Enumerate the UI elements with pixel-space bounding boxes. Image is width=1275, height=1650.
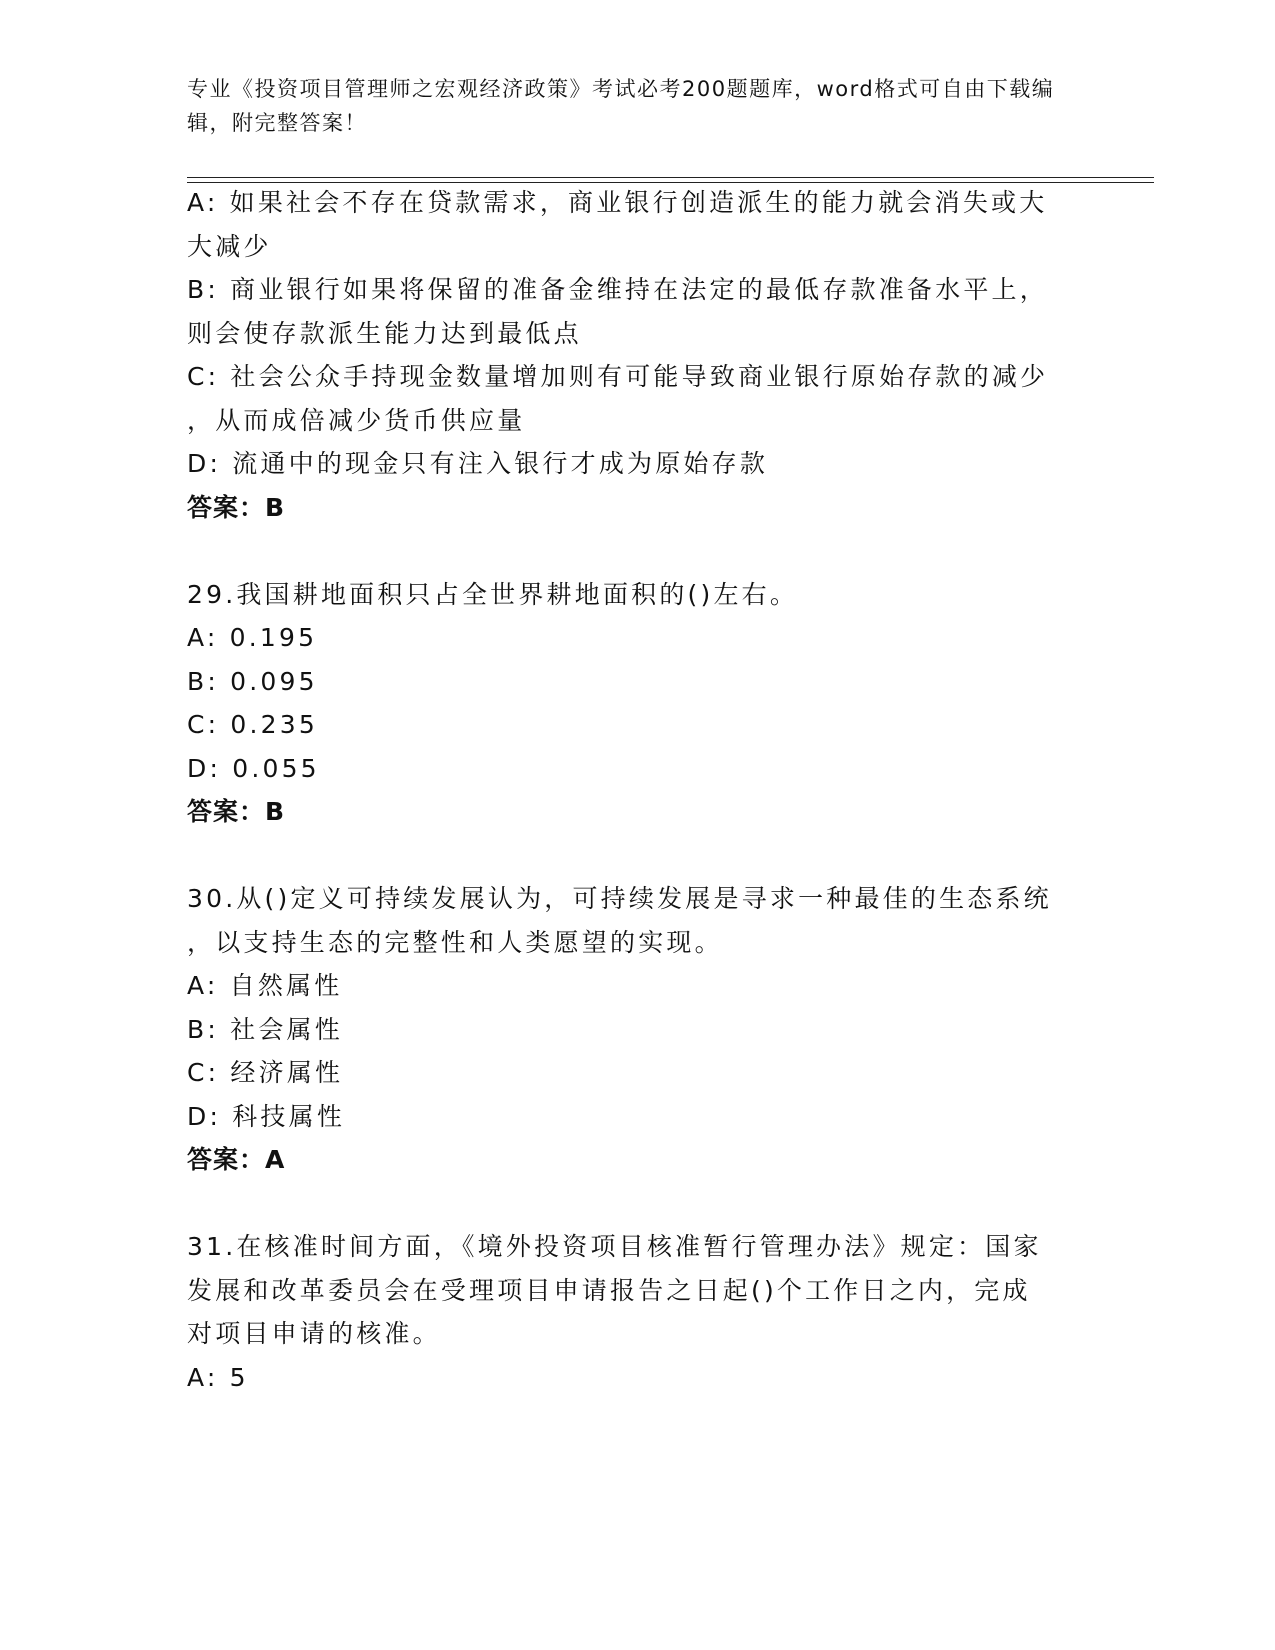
q31-question-line1: 31.在核准时间方面，《境外投资项目核准暂行管理办法》规定：国家: [187, 1232, 1042, 1261]
q28-answer: 答案：B: [187, 493, 286, 522]
header-divider-top: [187, 177, 1154, 178]
q29-question: 29.我国耕地面积只占全世界耕地面积的()左右。: [187, 580, 799, 609]
q31-option-a: A: 5: [187, 1363, 249, 1392]
q29-option-b: B: 0.095: [187, 667, 318, 696]
q28-option-b-line1: B: 商业银行如果将保留的准备金维持在法定的最低存款准备水平上，: [187, 275, 1048, 304]
q28-option-c-line2: ，从而成倍减少货币供应量: [187, 406, 526, 435]
q31-question-line3: 对项目申请的核准。: [187, 1319, 441, 1348]
q30-option-d: D: 科技属性: [187, 1102, 346, 1131]
q28-option-a-line2: 大减少: [187, 232, 272, 261]
q30-answer: 答案：A: [187, 1145, 286, 1174]
q31-question-line2: 发展和改革委员会在受理项目申请报告之日起()个工作日之内，完成: [187, 1276, 1031, 1305]
q29-option-a: A: 0.195: [187, 623, 318, 652]
q28-option-a-line1: A: 如果社会不存在贷款需求，商业银行创造派生的能力就会消失或大: [187, 188, 1048, 217]
q30-question-line2: ，以支持生态的完整性和人类愿望的实现。: [187, 928, 723, 957]
q29-answer: 答案：B: [187, 797, 286, 826]
q30-option-b: B: 社会属性: [187, 1015, 343, 1044]
q30-question-line1: 30.从()定义可持续发展认为，可持续发展是寻求一种最佳的生态系统: [187, 884, 1052, 913]
q29-option-d: D: 0.055: [187, 754, 320, 783]
q29-option-c: C: 0.235: [187, 710, 318, 739]
q28-option-d: D: 流通中的现金只有注入银行才成为原始存款: [187, 449, 769, 478]
header-divider-bottom: [187, 182, 1154, 183]
q30-option-c: C: 经济属性: [187, 1058, 344, 1087]
document-header: 专业《投资项目管理师之宏观经济政策》考试必考200题题库，word格式可自由下载编辑，附完整答案！: [187, 77, 1055, 135]
q28-option-c-line1: C: 社会公众手持现金数量增加则有可能导致商业银行原始存款的减少: [187, 362, 1049, 391]
q30-option-a: A: 自然属性: [187, 971, 343, 1000]
q28-option-b-line2: 则会使存款派生能力达到最低点: [187, 319, 582, 348]
